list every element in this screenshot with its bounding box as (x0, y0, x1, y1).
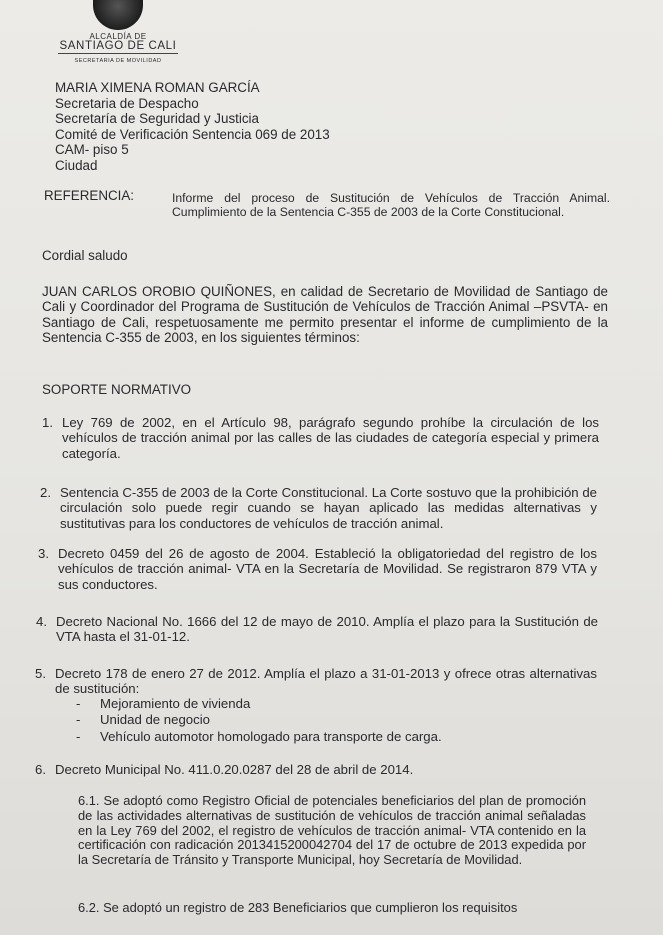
recipient-line: Secretaría de Seguridad y Justicia (55, 111, 259, 127)
recipient-line: CAM- piso 5 (55, 142, 129, 158)
list-item-number: 4. (36, 614, 47, 629)
alternative-text: Mejoramiento de vivienda (100, 696, 251, 711)
recipient-block (55, 80, 330, 174)
letterhead-city: SANTIAGO DE CALI (59, 40, 177, 52)
recipient-line: Secretaria de Despacho (55, 95, 199, 111)
list-item (36, 614, 598, 646)
reference-text: Informe del proceso de Sustitución de Vehículos de Tracción Animal. Cumplimiento de la Sentencia C-355 de 2003 de la Corte Constitucional. (172, 191, 610, 219)
alternative-item (76, 729, 442, 744)
letterhead-secretariat: SECRETARIA DE MOVILIDAD (74, 58, 162, 64)
list-item (35, 762, 595, 778)
list-item (35, 666, 597, 698)
bullet: - (76, 696, 81, 711)
list-item-number: 6. (35, 762, 46, 777)
list-item-number: 5. (35, 666, 46, 681)
alternative-text: Unidad de negocio (100, 712, 210, 727)
list-item-number: 2. (40, 485, 51, 500)
sub-item: 6.1. Se adoptó como Registro Oficial de potenciales beneficiarios del plan de promoción de las actividades alternativas de sustitución de vehículos de tracción animal señaladas en la Ley 769 del 2002, el registro de vehículos de tracción animal- VTA contenido en la certificación con radicación 2013415200042704 del 17 de octubre de 2013 expedida por la Secretaría de Tránsito y Transporte Municipal, hoy Secretaría de Movilidad. (78, 793, 586, 868)
recipient-line: Comité de Verificación Sentencia 069 de 2013 (55, 126, 330, 142)
list-item-text: Sentencia C-355 de 2003 de la Corte Constitucional. La Corte sostuvo que la prohibición de circulación solo puede regir cuando se hayan aplicado las medidas alternativas y sustitutivas para los conductores de vehículos de tracción animal. (60, 485, 597, 531)
intro-paragraph: JUAN CARLOS OROBIO QUIÑONES, en calidad de Secretario de Movilidad de Santiago de Cali y Coordinador del Programa de Sustitución de Vehículos de Tracción Animal –PSVTA- en Santiago de Cali, respetuosamente me permito presentar el informe de cumplimiento de la Sentencia C-355 de 2003, en los siguientes términos: (42, 284, 608, 346)
greeting: Cordial saludo (42, 248, 128, 263)
list-item-text: Ley 769 de 2002, en el Artículo 98, parágrafo segundo prohíbe la circulación de los vehículos de tracción animal por las calles de las ciudades de categoría especial y primera categoría. (62, 415, 599, 461)
list-item (40, 485, 597, 533)
bullet: - (76, 712, 81, 727)
list-item-text: Decreto Nacional No. 1666 del 12 de mayo de 2010. Amplía el plazo para la Sustitución de VTA hasta el 31-01-12. (56, 614, 598, 645)
list-item-number: 1. (42, 415, 53, 430)
list-item-text: Decreto 178 de enero 27 de 2012. Amplía el plazo a 31-01-2013 y ofrece otras alternativas de sustitución: (55, 666, 597, 697)
bullet: - (76, 729, 81, 744)
list-item (42, 415, 599, 463)
alternative-item (76, 696, 250, 711)
list-item-number: 3. (38, 546, 49, 561)
list-item-text: Decreto 0459 del 26 de agosto de 2004. Estableció la obligatoriedad del registro de los vehículos de tracción animal- VTA en la Secretaría de Movilidad. Se registraron 879 VTA y sus conductores. (58, 546, 597, 592)
list-item (38, 546, 597, 594)
city-seal-icon (93, 0, 143, 30)
sub-item: 6.2. Se adoptó un registro de 283 Beneficiarios que cumplieron los requisitos (78, 900, 518, 915)
letterhead (58, 0, 178, 64)
alternative-text: Vehículo automotor homologado para transporte de carga. (100, 729, 442, 744)
alternative-item (76, 712, 210, 727)
letterhead-line1: ALCALDÍA DE (89, 32, 147, 41)
section-title: SOPORTE NORMATIVO (42, 382, 192, 397)
recipient-name: MARIA XIMENA ROMAN GARCÍA (55, 80, 260, 95)
list-item-text: Decreto Municipal No. 411.0.20.0287 del 28 de abril de 2014. (55, 762, 414, 777)
reference-label: REFERENCIA: (44, 188, 135, 203)
recipient-line: Ciudad (55, 157, 98, 173)
